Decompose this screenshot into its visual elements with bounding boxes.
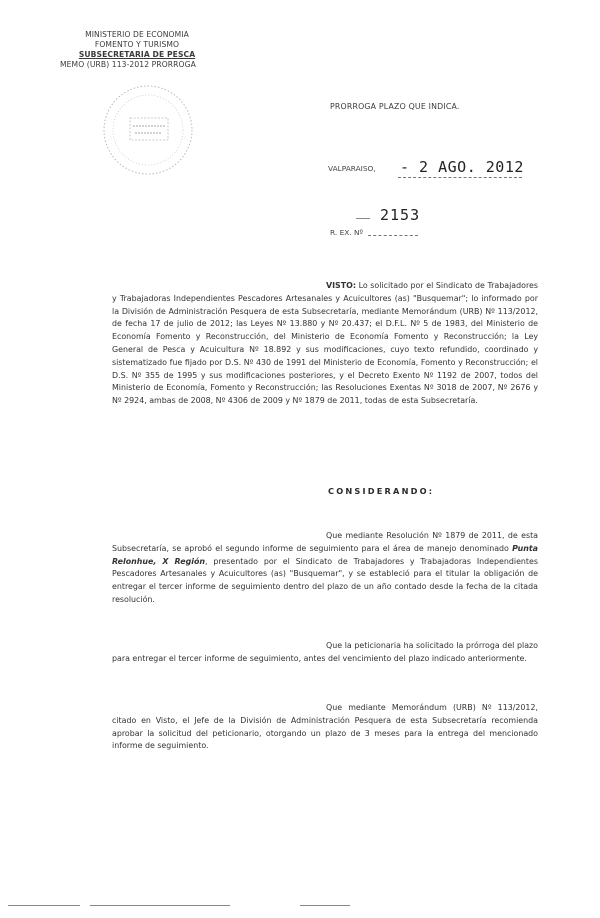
considerando-1-before: Que mediante Resolución Nº 1879 de 2011, de esta Subsecretaría, se aprobó el segundo informe de seguimiento para el área de manejo denominado [112,531,538,553]
considerando-2-text: Que la peticionaria ha solicitado la prórroga del plazo para entregar el tercer informe de seguimiento, antes del vencimiento del plazo indicado anteriormente. [112,641,538,663]
official-seal-icon [100,82,196,178]
place-label: VALPARAISO, [328,164,376,173]
visto-paragraph [112,280,538,408]
date-underline [398,177,522,178]
considerando-3 [112,702,538,753]
resolution-number-line [368,235,418,236]
considerando-3-text: Que mediante Memorándum (URB) Nº 113/2012, citado en Visto, el Jefe de la División de Administración Pesquera de esta Subsecretaría recomienda aprobar la solicitud del peticionario, otorgando un plazo de 3 meses para la entrega del mencionado informe de seguimiento. [112,703,538,751]
subsecretaria-name: SUBSECRETARIA DE PESCA [78,50,196,59]
footer-rule-mid [90,905,230,906]
considerando-1-after: , presentado por el Sindicato de Trabajadores y Trabajadoras Independientes Pescadores Artesanales y Acuicultores (as) "Busquemar", y se estableció para el titular la obligación de entregar el tercer informe de seguimiento dentro del plazo de un año contado desde la fecha de la citada resolución. [112,556,538,604]
memo-reference: MEMO (URB) 113-2012 PRORROGA [60,60,196,69]
resolution-date: - 2 AGO. 2012 [400,158,524,176]
ministry-subtitle: FOMENTO Y TURISMO [94,40,180,49]
footer-rule-right [300,905,350,906]
resolution-number: 2153 [380,206,421,224]
letterhead [62,30,212,70]
ministry-name: MINISTERIO DE ECONOMIA [85,30,189,39]
visto-lead: VISTO: [326,281,356,290]
considerando-1 [112,530,538,607]
footer-rule-left [8,905,80,906]
visto-text: Lo solicitado por el Sindicato de Trabajadores y Trabajadoras Independientes Pescadores Artesanales y Acuicultores (as) "Busquemar"; lo informado por la División de Administración Pesquera de esta Subsecretaría, mediante Memorándum (URB) Nº 113/2012, de fecha 17 de julio de 2012; las Leyes Nº 13.880 y Nº 20.437; el D.F.L. Nº 5 de 1983, del Ministerio de Economía Fomento y Reconstrucción, del Ministerio de Economía Fomento y Reconstrucción; la Ley General de Pesca y Acuicultura Nº 18.892 y sus modificaciones, cuyo texto refundido, coordinado y sistematizado fue fijado por D.S. Nº 430 de 1991 del Ministerio de Economía, Fomento y Reconstrucción; el D.S. Nº 355 de 1995 y sus modificaciones posteriores, y el Decreto Exento Nº 1192 de 2007, todos del Ministerio de Economía, Fomento y Reconstrucción; las Resoluciones Exentas Nº 3018 de 2007, Nº 2676 y Nº 2924, ambas de 2008, Nº 4306 de 2009 y Nº 1879 de 2011, todas de esta Subsecretaría. [112,281,538,406]
resolution-subject: PRORROGA PLAZO QUE INDICA. [330,102,460,111]
resolution-label: R. EX. Nº [330,228,364,237]
considerando-2 [112,640,538,666]
area-name: Punta Relonhue, X Región [112,543,538,566]
considerando-heading: CONSIDERANDO: [328,486,435,496]
resolution-number-tick [356,218,370,219]
